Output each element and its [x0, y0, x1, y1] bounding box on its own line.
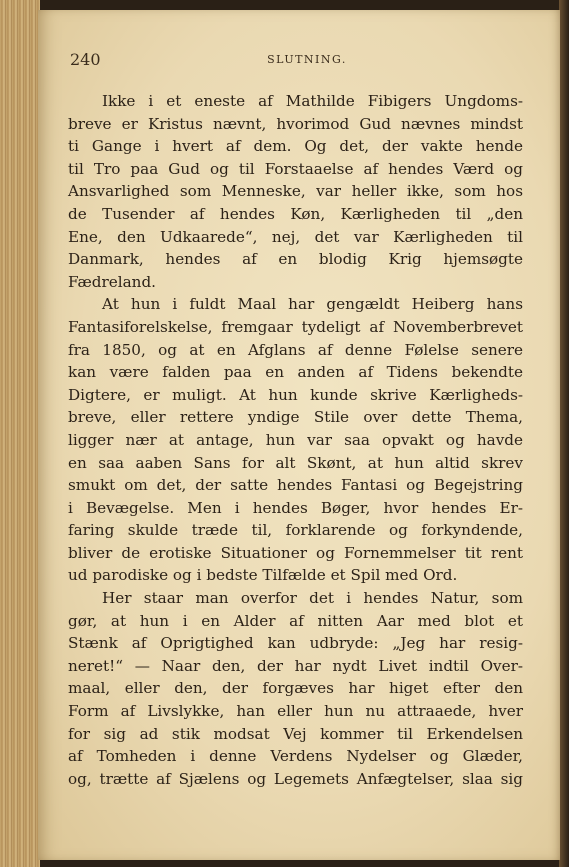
text-line: Fædreland. [68, 272, 156, 291]
text-line: breve, eller rettere yndige Stile over dette Thema, [68, 408, 523, 427]
text-line: i Bevægelse. Men i hendes Bøger, hvor hendes Er- [68, 498, 523, 517]
text-line: fra 1850, og at en Afglans af denne Følelse senere [68, 340, 523, 359]
running-title: SLUTNING. [267, 53, 347, 66]
text-line: af Tomheden i denne Verdens Nydelser og Glæder, [68, 747, 523, 766]
text-line: en saa aaben Sans for alt Skønt, at hun altid skrev [68, 453, 523, 472]
text-line: til Tro paa Gud og til Forstaaelse af hendes Værd og [68, 159, 523, 178]
text-line: Ene, den Udkaarede“, nej, det var Kærligheden til [68, 227, 523, 246]
text-line: ligger nær at antage, hun var saa opvakt og havde [68, 430, 523, 449]
text-line: kan være falden paa en anden af Tidens bekendte [68, 363, 523, 382]
body-text [68, 90, 523, 790]
text-line: breve er Kristus nævnt, hvorimod Gud nævnes mindst [68, 114, 523, 133]
text-line: Form af Livslykke, han eller hun nu attraaede, hver [68, 702, 523, 721]
text-line: Ansvarlighed som Menneske, var heller ikke, som hos [68, 182, 523, 201]
text-line: de Tusender af hendes Køn, Kærligheden til „den [68, 204, 523, 223]
text-line: og, trætte af Sjælens og Legemets Anfægtelser, slaa sig [68, 769, 523, 788]
text-line: for sig ad stik modsat Vej kommer til Erkendelsen [68, 724, 523, 743]
text-line: Her staar man overfor det i hendes Natur, som [102, 589, 523, 608]
text-line: Danmark, hendes af en blodig Krig hjemsøgte [68, 250, 523, 269]
text-line: At hun i fuldt Maal har gengældt Heiberg hans [102, 295, 523, 314]
text-line: smukt om det, der satte hendes Fantasi og Begejstring [68, 476, 523, 495]
page-number: 240 [70, 50, 101, 69]
text-line: gør, at hun i en Alder af nitten Aar med blot et [68, 611, 523, 630]
text-line: ud parodiske og i bedste Tilfælde et Spil med Ord. [68, 566, 458, 585]
text-line: Fantasiforelskelse, fremgaar tydeligt af Novemberbrevet [68, 317, 523, 336]
book-page-edges [0, 0, 40, 867]
text-line: maal, eller den, der forgæves har higet efter den [68, 679, 523, 698]
page-header [70, 50, 504, 72]
text-line: ti Gange i hvert af dem. Og det, der vakte hende [68, 137, 523, 156]
text-line: neret!“ — Naar den, der har nydt Livet indtil Over- [68, 656, 523, 675]
book-binding-shadow [559, 0, 569, 867]
text-line: Digtere, er muligt. At hun kunde skrive Kærligheds- [68, 385, 523, 404]
text-line: Ikke i et eneste af Mathilde Fibigers Ungdoms- [102, 92, 523, 110]
text-line: Stænk af Oprigtighed kan udbryde: „Jeg har resig- [68, 634, 523, 653]
text-line: faring skulde træde til, forklarende og forkyndende, [68, 521, 523, 540]
text-line: bliver de erotiske Situationer og Fornemmelser tit rent [68, 543, 523, 562]
